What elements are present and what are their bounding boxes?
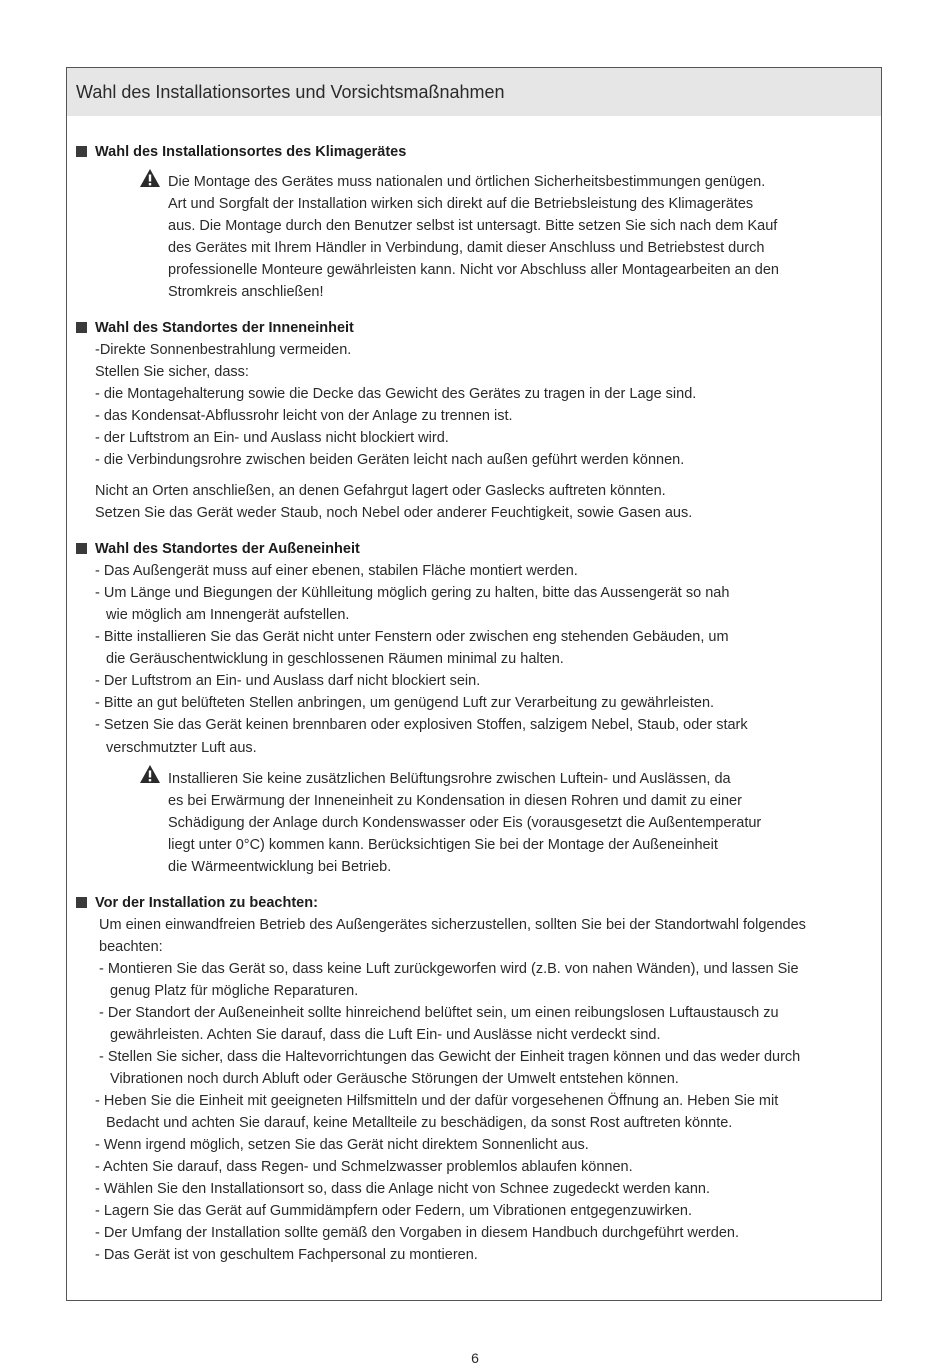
warning-text-line: liegt unter 0°C) kommen kann. Berücksichtigen Sie bei der Montage der Außeneinheit [168, 837, 718, 853]
list-item: Vibrationen noch durch Abluft oder Geräusche Störungen der Umwelt entstehen können. [110, 1071, 679, 1087]
list-item: - Bitte installieren Sie das Gerät nicht unter Fenstern oder zwischen eng stehenden Gebäuden, um [95, 629, 729, 645]
warning-text-line: Schädigung der Anlage durch Kondenswasser oder Eis (vorausgesetzt die Außentemperatur [168, 815, 762, 831]
section-heading: Wahl des Standortes der Inneneinheit [95, 320, 354, 336]
list-item: - Der Umfang der Installation sollte gemäß den Vorgaben in diesem Handbuch durchgeführt werden. [95, 1225, 740, 1241]
square-bullet-icon [76, 543, 87, 554]
list-item: - die Verbindungsrohre zwischen beiden Geräten leicht nach außen geführt werden können. [95, 452, 685, 468]
section-heading: Wahl des Installationsortes des Klimagerätes [95, 144, 407, 160]
list-item: genug Platz für mögliche Reparaturen. [110, 983, 359, 999]
list-item: - Das Gerät ist von geschultem Fachpersonal zu montieren. [95, 1247, 478, 1263]
note-line: Nicht an Orten anschließen, an denen Gefahrgut lagert oder Gaslecks auftreten könnten. [95, 483, 666, 499]
list-item: verschmutzter Luft aus. [106, 740, 257, 756]
square-bullet-icon [76, 897, 87, 908]
warning-triangle-icon [139, 168, 161, 188]
page-number: 6 [471, 1350, 479, 1366]
section-heading: Wahl des Standortes der Außeneinheit [95, 541, 360, 557]
warning-text-line: des Gerätes mit Ihrem Händler in Verbindung, damit dieser Anschluss und Betriebstest durch [168, 240, 765, 256]
list-item: - der Luftstrom an Ein- und Auslass nicht blockiert wird. [95, 430, 449, 446]
list-item: - Lagern Sie das Gerät auf Gummidämpfern oder Federn, um Vibrationen entgegenzuwirken. [95, 1203, 692, 1219]
warning-text-line: Installieren Sie keine zusätzlichen Belüftungsrohre zwischen Luftein- und Auslässen, da [168, 771, 731, 787]
warning-text-line: Art und Sorgfalt der Installation wirken sich direkt auf die Betriebsleistung des Klimagerätes [168, 196, 754, 212]
warning-text-line: Stromkreis anschließen! [168, 284, 324, 300]
list-item: - Das Außengerät muss auf einer ebenen, stabilen Fläche montiert werden. [95, 563, 578, 579]
list-item: Stellen Sie sicher, dass: [95, 364, 249, 380]
title-bar [67, 68, 881, 116]
list-item: - Heben Sie die Einheit mit geeigneten Hilfsmitteln und der dafür vorgesehenen Öffnung an. Heben Sie mit [95, 1093, 779, 1109]
square-bullet-icon [76, 146, 87, 157]
list-item: gewährleisten. Achten Sie darauf, dass die Luft Ein- und Auslässe nicht verdeckt sind. [110, 1027, 661, 1043]
list-item: - Bitte an gut belüfteten Stellen anbringen, um genügend Luft zur Verarbeitung zu gewährleisten. [95, 695, 715, 711]
list-item: - Montieren Sie das Gerät so, dass keine Luft zurückgeworfen wird (z.B. von nahen Wänden), und lassen Sie [99, 961, 799, 977]
list-item: - Achten Sie darauf, dass Regen- und Schmelzwasser problemlos ablaufen können. [95, 1159, 633, 1175]
list-item: -Direkte Sonnenbestrahlung vermeiden. [95, 342, 352, 358]
list-item: die Geräuschentwicklung in geschlossenen Räumen minimal zu halten. [106, 651, 564, 667]
list-item: - Setzen Sie das Gerät keinen brennbaren oder explosiven Stoffen, salzigem Nebel, Staub, oder stark [95, 717, 748, 733]
list-item: beachten: [99, 939, 163, 955]
section-heading: Vor der Installation zu beachten: [95, 895, 318, 911]
square-bullet-icon [76, 322, 87, 333]
list-item: Um einen einwandfreien Betrieb des Außengerätes sicherzustellen, sollten Sie bei der Standortwahl folgendes [99, 917, 806, 933]
warning-text-line: Die Montage des Gerätes muss nationalen und örtlichen Sicherheitsbestimmungen genügen. [168, 174, 766, 190]
list-item: - Um Länge und Biegungen der Kühlleitung möglich gering zu halten, bitte das Aussengerät so nah [95, 585, 730, 601]
warning-text-line: aus. Die Montage durch den Benutzer selbst ist untersagt. Bitte setzen Sie sich nach dem Kauf [168, 218, 778, 234]
list-item: - Der Luftstrom an Ein- und Auslass darf nicht blockiert sein. [95, 673, 481, 689]
list-item: - das Kondensat-Abflussrohr leicht von der Anlage zu trennen ist. [95, 408, 513, 424]
list-item: Bedacht und achten Sie darauf, keine Metallteile zu beschädigen, da sonst Rost auftreten könnte. [106, 1115, 733, 1131]
list-item: - Stellen Sie sicher, dass die Haltevorrichtungen das Gewicht der Einheit tragen können und das weder durch [99, 1049, 801, 1065]
list-item: - Wählen Sie den Installationsort so, dass die Anlage nicht von Schnee zugedeckt werden kann. [95, 1181, 711, 1197]
note-line: Setzen Sie das Gerät weder Staub, noch Nebel oder anderer Feuchtigkeit, sowie Gasen aus. [95, 505, 693, 521]
warning-text-line: es bei Erwärmung der Inneneinheit zu Kondensation in diesen Rohren und damit zu einer [168, 793, 742, 809]
list-item: wie möglich am Innengerät aufstellen. [106, 607, 350, 623]
warning-triangle-icon [139, 764, 161, 784]
list-item: - die Montagehalterung sowie die Decke das Gewicht des Gerätes zu tragen in der Lage sind. [95, 386, 697, 402]
warning-text-line: professionelle Monteure gewährleisten kann. Nicht vor Abschluss aller Montagearbeiten an den [168, 262, 779, 278]
page-title: Wahl des Installationsortes und Vorsichtsmaßnahmen [76, 82, 505, 102]
list-item: - Der Standort der Außeneinheit sollte hinreichend belüftet sein, um einen reibungslosen Luftaustausch zu [99, 1005, 779, 1021]
list-item: - Wenn irgend möglich, setzen Sie das Gerät nicht direktem Sonnenlicht aus. [95, 1137, 589, 1153]
warning-text-line: die Wärmeentwicklung bei Betrieb. [168, 859, 392, 875]
